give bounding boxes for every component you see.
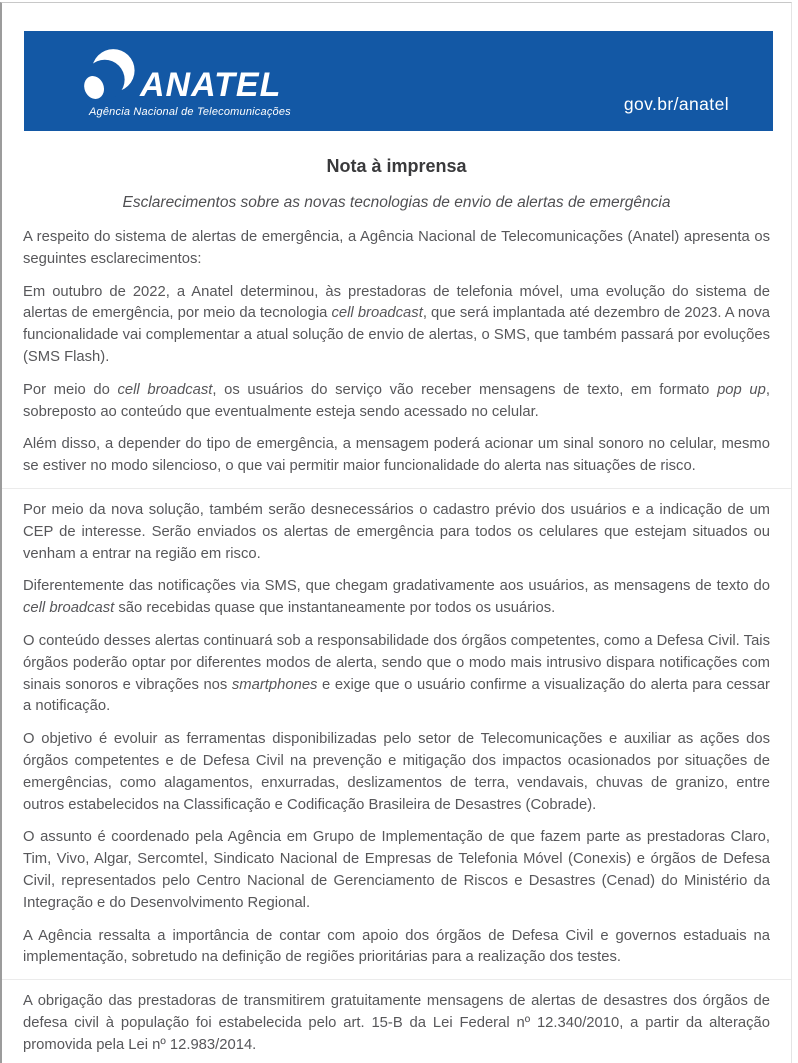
document-main [2, 156, 791, 1057]
anatel-logo-row [82, 45, 291, 103]
paragraph: O assunto é coordenado pela Agência em Grupo de Implementação de que fazem parte as prestadoras Claro, Tim, Vivo, Algar, Sercomtel, Sindicato Nacional de Empresas de Telefonia Móvel (Conexis) e órgãos de Defesa Civil, representados pelo Centro Nacional de Gerenciamento de Riscos e Desastres (Cenad) do Ministério da Integração e do Desenvolvimento Regional. [23, 829, 770, 911]
paragraph: Diferentemente das notificações via SMS, que chegam gradativamente aos usuários, as mensagens de texto do cell broadcast são recebidas quase que instantaneamente por todos os usuários. [23, 578, 770, 617]
section-divider [2, 979, 791, 980]
anatel-logo [82, 45, 291, 118]
paragraph: A Agência ressalta a importância de contar com apoio dos órgãos de Defesa Civil e governos estaduais na implementação, sobretudo na definição de regiões prioritárias para a realização dos testes. [23, 927, 770, 966]
paragraph: Por meio da nova solução, também serão desnecessários o cadastro prévio dos usuários e a indicação de um CEP de interesse. Serão enviados os alertas de emergência para todos os celulares que estejam situados ou venham a entrar na região em risco. [23, 501, 770, 562]
logo-tagline: Agência Nacional de Telecomunicações [89, 105, 291, 118]
paragraph: O conteúdo desses alertas continuará sob a responsabilidade dos órgãos competentes, como a Defesa Civil. Tais órgãos poderão optar por diferentes modos de alerta, sendo que o modo mais intrusivo dispara notificações com sinais sonoros e vibrações nos smartphones e exige que o usuário confirme a visualização do alerta para cessar a notificação. [23, 632, 770, 715]
paragraph: O objetivo é evoluir as ferramentas disponibilizadas pelo setor de Telecomunicações e auxiliar as ações dos órgãos competentes e de Defesa Civil na prevenção e mitigação dos impactos ocasionados por situações de emergências, como alagamentos, enxurradas, deslizamentos de terra, vendavais, chuvas de granizo, entre outros estabelecidos na Classificação e Codificação Brasileira de Desastres (Cobrade). [23, 731, 770, 813]
header-banner [24, 31, 773, 131]
document-page [0, 2, 792, 1063]
document-body [23, 227, 770, 1057]
paragraph: A respeito do sistema de alertas de emergência, a Agência Nacional de Telecomunicações (Anatel) apresenta os seguintes esclarecimentos: [23, 229, 770, 267]
section-divider [2, 488, 791, 489]
page-title: Nota à imprensa [326, 156, 467, 176]
logo-wordmark: ANATEL [140, 66, 282, 105]
paragraph: Por meio do cell broadcast, os usuários do serviço vão receber mensagens de texto, em formato pop up, sobreposto ao conteúdo que eventualmente esteja sendo acessado no celular. [23, 381, 771, 420]
govbr-link[interactable]: gov.br/anatel [623, 94, 729, 114]
anatel-swoosh-icon [82, 45, 136, 103]
paragraph: Além disso, a depender do tipo de emergência, a mensagem poderá acionar um sinal sonoro no celular, mesmo se estiver no modo silencioso, o que vai permitir maior funcionalidade do alerta nas situações de risco. [23, 436, 770, 475]
page-subtitle: Esclarecimentos sobre as novas tecnologias de envio de alertas de emergência [122, 194, 671, 211]
paragraph: A obrigação das prestadoras de transmitirem gratuitamente mensagens de alertas de desastres dos órgãos de defesa civil à população foi estabelecida pelo art. 15-B da Lei Federal nº 12.340/2010, a partir da alteração promovida pela Lei nº 12.983/2014. [23, 993, 770, 1053]
paragraph: Em outubro de 2022, a Anatel determinou, às prestadoras de telefonia móvel, uma evolução do sistema de alertas de emergência, por meio da tecnologia cell broadcast, que será implantada até dezembro de 2023. A nova funcionalidade vai complementar a atual solução de envio de alertas, o SMS, que também passará por evoluções (SMS Flash). [23, 283, 771, 365]
